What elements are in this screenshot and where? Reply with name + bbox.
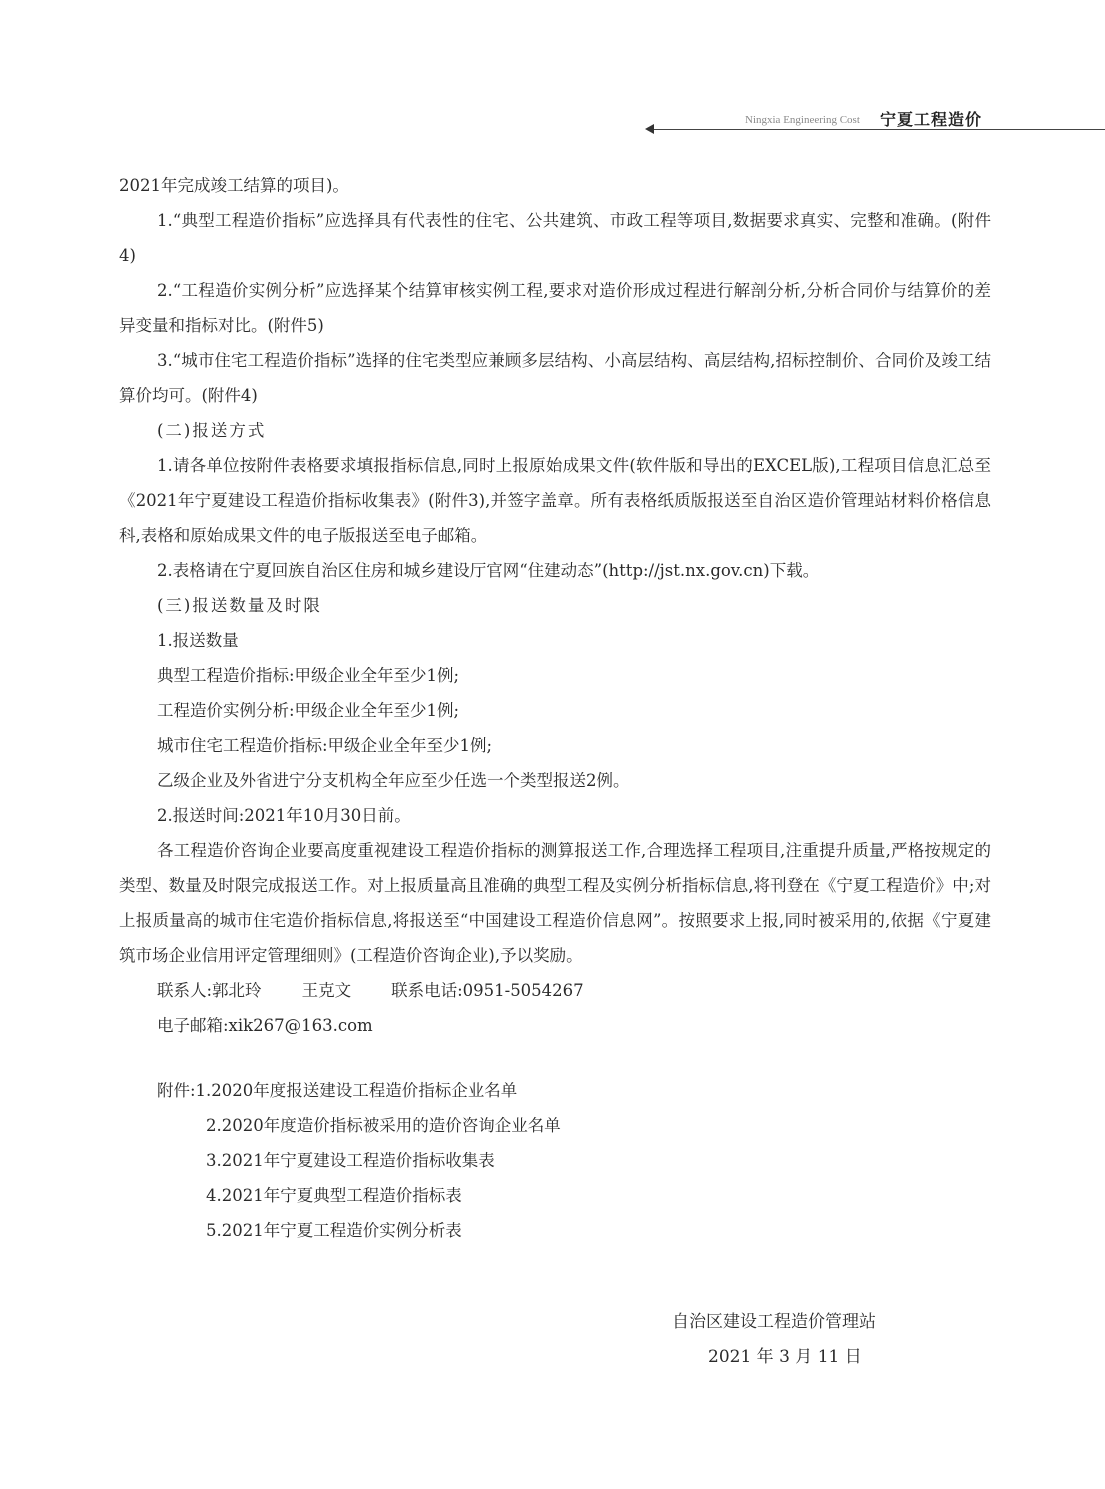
list-item-deadline: 2.报送时间:2021年10月30日前。 xyxy=(157,806,411,825)
attachment-list-heading: 附件:1.2020年度报送建设工程造价指标企业名单 xyxy=(157,1081,518,1100)
paragraph-download-info: 2.表格请在宁夏回族自治区住房和城乡建设厅官网“住建动态”(http://jst.nx.gov.cn)下载。 xyxy=(157,561,820,580)
contact-phone: 联系电话:0951-5054267 xyxy=(391,981,584,1000)
attachment-item: 4.2021年宁夏典型工程造价指标表 xyxy=(206,1186,462,1205)
list-item-typical-quota: 典型工程造价指标:甲级企业全年至少1例; xyxy=(157,666,460,685)
signature-block xyxy=(672,1305,876,1375)
attachment-item: 2.2020年度造价指标被采用的造价咨询企业名单 xyxy=(206,1116,561,1135)
issuing-organization: 自治区建设工程造价管理站 xyxy=(672,1312,876,1332)
header-chinese-title: 宁夏工程造价 xyxy=(880,110,983,129)
contact-person: 联系人:郭北玲 xyxy=(157,981,262,1000)
spacer xyxy=(119,1043,991,1073)
section-heading-quantity-deadline: (三)报送数量及时限 xyxy=(157,596,322,615)
issue-date: 2021 年 3 月 11 日 xyxy=(708,1347,862,1367)
arrow-left-icon xyxy=(645,124,654,134)
paragraph-continuation: 2021年完成竣工结算的项目)。 xyxy=(119,176,349,195)
contact-email: 电子邮箱:xik267@163.com xyxy=(157,1016,373,1035)
attachment-item: 5.2021年宁夏工程造价实例分析表 xyxy=(206,1221,462,1240)
attachment-item: 3.2021年宁夏建设工程造价指标收集表 xyxy=(206,1151,495,1170)
header-english-title: Ningxia Engineering Cost xyxy=(745,114,860,126)
header-rule xyxy=(650,129,1105,130)
running-header xyxy=(640,100,1100,140)
paragraph-requirements-reward: 各工程造价咨询企业要高度重视建设工程造价指标的测算报送工作,合理选择工程项目,注重提升质量,严格按规定的类型、数量及时限完成报送工作。对上报质量高且准确的典型工程及实例分析指标信息,将刊登在《宁夏工程造价》中;对上报质量高的城市住宅造价指标信息,将报送至“中国建设工程造价信息网”。按照要求上报,同时被采用的,依据《宁夏建筑市场企业信用评定管理细则》(工程造价咨询企业),予以奖励。 xyxy=(119,841,991,965)
contact-line xyxy=(119,973,991,1008)
paragraph-case-analysis: 2.“工程造价实例分析”应选择某个结算审核实例工程,要求对造价形成过程进行解剖分析,分析合同价与结算价的差异变量和指标对比。(附件5) xyxy=(119,281,991,335)
list-item-grade-b-quota: 乙级企业及外省进宁分支机构全年应至少任选一个类型报送2例。 xyxy=(157,771,630,790)
paragraph-submission-requirements: 1.请各单位按附件表格要求填报指标信息,同时上报原始成果文件(软件版和导出的EXCEL版),工程项目信息汇总至《2021年宁夏建设工程造价指标收集表》(附件3),并签字盖章。所有表格纸质版报送至自治区造价管理站材料价格信息科,表格和原始成果文件的电子版报送至电子邮箱。 xyxy=(119,456,991,545)
section-heading-submission-method: (二)报送方式 xyxy=(157,421,267,440)
paragraph-typical-index: 1.“典型工程造价指标”应选择具有代表性的住宅、公共建筑、市政工程等项目,数据要求真实、完整和准确。(附件4) xyxy=(119,211,991,265)
list-item-quantity-title: 1.报送数量 xyxy=(157,631,239,650)
list-item-case-quota: 工程造价实例分析:甲级企业全年至少1例; xyxy=(157,701,460,720)
paragraph-urban-housing: 3.“城市住宅工程造价指标”选择的住宅类型应兼顾多层结构、小高层结构、高层结构,招标控制价、合同价及竣工结算价均可。(附件4) xyxy=(119,351,991,405)
contact-person-2: 王克文 xyxy=(301,981,352,1000)
list-item-urban-quota: 城市住宅工程造价指标:甲级企业全年至少1例; xyxy=(157,736,493,755)
document-body xyxy=(119,168,991,1248)
